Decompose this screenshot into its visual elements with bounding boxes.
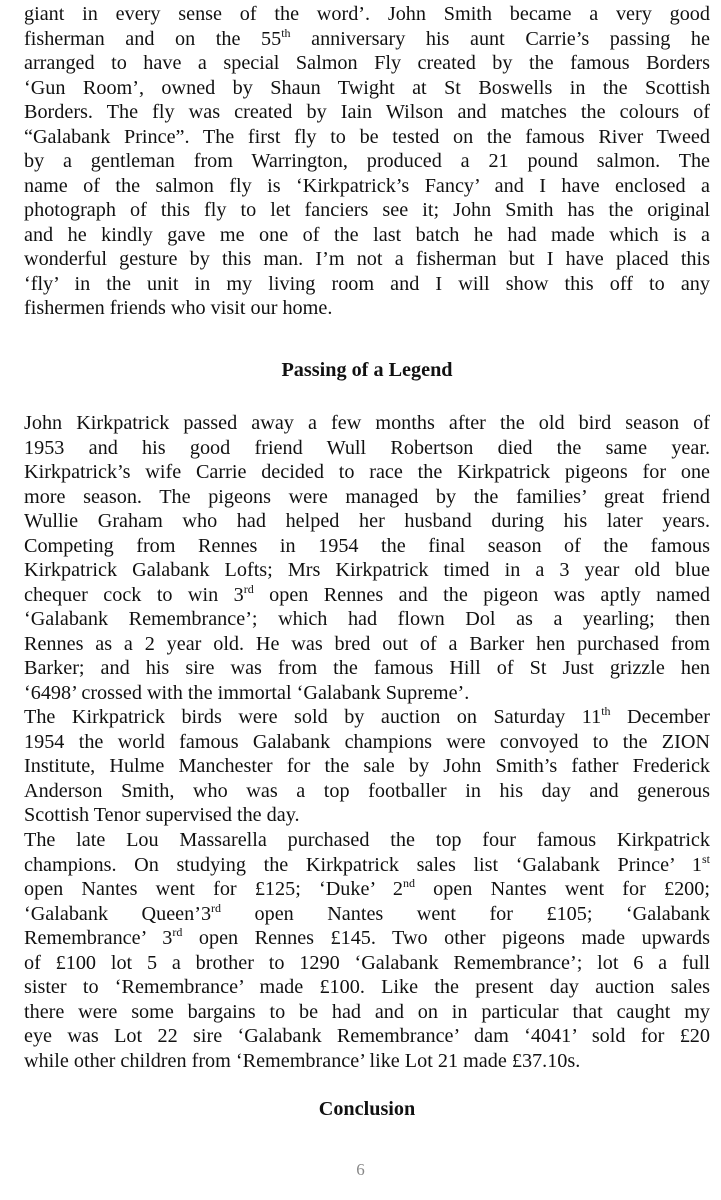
text-line (24, 902, 710, 927)
text-fragment: ‘Gun Room’, owned by Shaun Twight at St Boswells in the Scottish (24, 76, 710, 99)
text-fragment: open Nantes went for £125; ‘Duke’ 2 (24, 878, 403, 900)
text-fragment: Scottish Tenor supervised the day. (24, 804, 300, 826)
text-fragment: fisherman and on the 55 (24, 27, 282, 50)
text-fragment: The late Lou Massarella purchased the top four famous Kirkpatrick (24, 829, 710, 851)
ordinal-superscript: nd (402, 876, 415, 890)
text-line (24, 656, 710, 681)
section-heading-passing-of-a-legend: Passing of a Legend (281, 359, 453, 381)
text-fragment: Kirkpatrick Galabank Lofts; Mrs Kirkpatrick timed in a 3 year old blue (24, 559, 710, 581)
text-line (24, 247, 710, 272)
text-fragment: Anderson Smith, who was a top footballer in his day and generous (24, 779, 710, 802)
text-fragment: Borders. The fly was created by Iain Wilson and matches the colours of (24, 101, 710, 123)
text-line (24, 27, 710, 52)
text-line (24, 411, 710, 436)
intro-paragraph (24, 2, 710, 321)
text-line (24, 853, 710, 878)
text-line (24, 632, 710, 657)
text-line (24, 485, 710, 510)
text-line (24, 951, 710, 976)
text-line (24, 1049, 710, 1074)
text-fragment: ‘6498’ crossed with the immortal ‘Galabank Supreme’. (24, 681, 470, 704)
text-line (24, 607, 710, 632)
text-line (24, 583, 710, 608)
text-fragment: arranged to have a special Salmon Fly created by the famous Borders (24, 52, 710, 74)
text-fragment: champions. On studying the Kirkpatrick sales list ‘Galabank Prince’ 1 (24, 853, 702, 876)
text-fragment: eye was Lot 22 sire ‘Galabank Remembrance’ dam ‘4041’ sold for £20 (24, 1025, 710, 1047)
text-fragment: December (610, 706, 710, 728)
text-fragment: and he kindly gave me one of the last batch he had made which is a (24, 223, 710, 246)
text-fragment: chequer cock to win 3 (24, 583, 244, 606)
text-fragment: 1954 the world famous Galabank champions were convoyed to the ZION (24, 730, 710, 753)
text-fragment: giant in every sense of the word’. John Smith became a very good (24, 3, 710, 25)
text-fragment: Kirkpatrick’s wife Carrie decided to race the Kirkpatrick pigeons for one (24, 461, 710, 483)
text-line (24, 558, 710, 583)
text-line (24, 754, 710, 779)
text-fragment: by a gentleman from Warrington, produced a 21 pound salmon. The (24, 150, 710, 172)
text-line (24, 779, 710, 804)
text-line (24, 76, 710, 101)
text-line (24, 223, 710, 248)
text-fragment: Barker; and his sire was from the famous Hill of St Just grizzle hen (24, 657, 710, 679)
text-fragment: open Rennes £145. Two other pigeons made upwards (182, 927, 710, 949)
text-fragment: 1953 and his good friend Wull Robertson died the same year. (24, 436, 710, 459)
text-line (24, 509, 710, 534)
text-fragment: photograph of this fly to let fanciers see it; John Smith has the original (24, 199, 710, 221)
section-heading-conclusion: Conclusion (318, 1098, 416, 1120)
ordinal-superscript: rd (243, 581, 254, 596)
paragraph-sales-list (24, 828, 710, 1073)
text-fragment: wonderful gesture by this man. I’m not a fisherman but I have placed this (24, 248, 710, 270)
text-line (24, 877, 710, 902)
text-line (24, 2, 710, 27)
text-fragment: John Kirkpatrick passed away a few months after the old bird season of (24, 412, 710, 434)
paragraph-auction (24, 705, 710, 828)
text-line (24, 149, 710, 174)
text-line (24, 198, 710, 223)
text-line (24, 1024, 710, 1049)
text-fragment: anniversary his aunt Carrie’s passing he (290, 27, 710, 50)
text-fragment: ‘fly’ in the unit in my living room and I will show this off to any (24, 272, 710, 295)
text-fragment: open Nantes went for £200; (414, 878, 710, 900)
text-line (24, 1000, 710, 1025)
text-fragment: there were some bargains to be had and on in particular that caught my (24, 1000, 710, 1023)
text-line (24, 174, 710, 199)
text-line (24, 436, 710, 461)
text-line (24, 926, 710, 951)
text-line (24, 51, 710, 76)
text-fragment: Institute, Hulme Manchester for the sale by John Smith’s father Frederick (24, 755, 710, 777)
text-fragment: open Nantes went for £105; ‘Galabank (221, 902, 710, 925)
text-fragment: sister to ‘Remembrance’ made £100. Like the present day auction sales (24, 976, 710, 998)
text-line (24, 828, 710, 853)
text-fragment: ‘Galabank Remembrance’; which had flown Dol as a yearling; then (24, 608, 710, 630)
page-number: 6 (356, 1160, 365, 1179)
ordinal-superscript: rd (172, 925, 183, 939)
text-line (24, 460, 710, 485)
text-line (24, 803, 710, 828)
paragraph-passing-of-a-legend (24, 411, 710, 705)
text-fragment: The Kirkpatrick birds were sold by auction on Saturday 11 (24, 706, 602, 728)
ordinal-superscript: rd (211, 900, 222, 915)
text-line (24, 296, 710, 321)
text-fragment: fishermen friends who visit our home. (24, 297, 333, 319)
text-fragment: “Galabank Prince”. The first fly to be tested on the famous River Tweed (24, 125, 710, 148)
text-line (24, 125, 710, 150)
text-fragment: Remembrance’ 3 (24, 927, 173, 949)
text-line (24, 705, 710, 730)
text-fragment: more season. The pigeons were managed by the families’ great friend (24, 485, 710, 508)
text-fragment: Rennes as a 2 year old. He was bred out of a Barker hen purchased from (24, 632, 710, 655)
text-fragment: ‘Galabank Queen’3 (24, 902, 212, 925)
text-fragment: of £100 lot 5 a brother to 1290 ‘Galabank Remembrance’; lot 6 a full (24, 951, 710, 974)
text-fragment: Competing from Rennes in 1954 the final season of the famous (24, 534, 710, 557)
text-fragment: while other children from ‘Remembrance’ like Lot 21 made £37.10s. (24, 1049, 581, 1072)
text-line (24, 100, 710, 125)
text-fragment: Wullie Graham who had helped her husband during his later years. (24, 510, 710, 532)
text-line (24, 534, 710, 559)
ordinal-superscript: th (281, 25, 291, 40)
ordinal-superscript: st (701, 851, 710, 866)
text-fragment: name of the salmon fly is ‘Kirkpatrick’s Fancy’ and I have enclosed a (24, 174, 710, 197)
text-line (24, 975, 710, 1000)
text-line (24, 681, 710, 706)
text-line (24, 272, 710, 297)
ordinal-superscript: th (601, 704, 611, 718)
text-fragment: open Rennes and the pigeon was aptly named (253, 583, 710, 606)
text-line (24, 730, 710, 755)
